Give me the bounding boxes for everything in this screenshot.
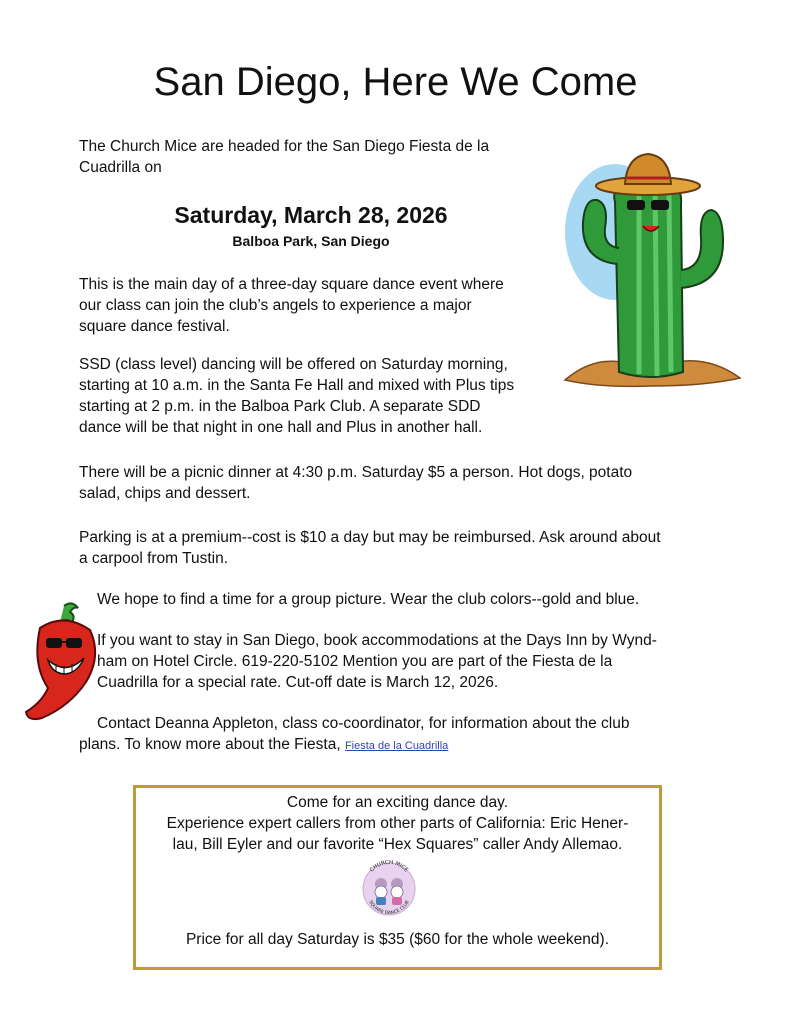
intro-line-2: Cuadrilla on (79, 159, 162, 176)
hotel-paragraph (97, 630, 737, 693)
contact-paragraph (79, 713, 759, 757)
contact-line-1: Contact Deanna Appleton, class co-coordinator, for information about the club (97, 715, 630, 732)
hotel-line-2: ham on Hotel Circle. 619-220-5102 Mention you are part of the Fiesta de la (97, 653, 613, 670)
box-line-1: Come for an exciting dance day. (286, 794, 509, 811)
hotel-line-3: Cuadrilla for a special rate. Cut-off date is March 12, 2026. (97, 674, 499, 691)
fiesta-link[interactable]: Fiesta de la Cuadrilla (344, 740, 449, 752)
box-line-3: lau, Bill Eyler and our favorite “Hex Squares” caller Andy Allemao. (172, 836, 623, 853)
main-day-line-3: square dance festival. (79, 318, 230, 335)
parking-line-2: a carpool from Tustin. (79, 550, 229, 567)
main-day-paragraph (79, 274, 549, 337)
contact-line-2 (79, 734, 759, 757)
logo-text-top: CHURCH MICE (368, 859, 410, 874)
parking-paragraph (79, 527, 759, 569)
pepper-stem (60, 603, 78, 622)
page-title: San Diego, Here We Come (153, 60, 638, 104)
ssd-line-2: starting at 10 a.m. in the Santa Fe Hall and mixed with Plus tips (79, 377, 515, 394)
church-mice-logo (359, 858, 419, 918)
cactus-with-sombrero-illustration (555, 142, 745, 392)
box-line-2: Experience expert callers from other parts of California: Eric Hener- (166, 815, 629, 832)
ssd-line-1: SSD (class level) dancing will be offered on Saturday morning, (79, 356, 508, 373)
ssd-line-4: dance will be that night in one hall and Plus in another hall. (79, 419, 483, 436)
main-day-line-1: This is the main day of a three-day square dance event where (79, 276, 504, 293)
ssd-line-3: starting at 2 p.m. in the Balboa Park Club. A separate SDD (79, 398, 481, 415)
parking-line-1: Parking is at a premium--cost is $10 a day but may be reimbursed. Ask around about (79, 529, 661, 546)
ssd-paragraph (79, 354, 559, 438)
intro-paragraph (79, 136, 539, 178)
intro-line-1: The Church Mice are headed for the San Diego Fiesta de la (79, 138, 490, 155)
picnic-paragraph (79, 462, 739, 504)
contact-line-2-text: plans. To know more about the Fiesta, (79, 736, 341, 753)
box-price: Price for all day Saturday is $35 ($60 for the whole weekend). (185, 931, 610, 948)
main-day-line-2: our class can join the club’s angels to experience a major (79, 297, 472, 314)
event-venue: Balboa Park, San Diego (232, 233, 390, 249)
cactus-right-arm (681, 210, 723, 288)
picture-paragraph (97, 589, 737, 610)
picnic-line-1: There will be a picnic dinner at 4:30 p.m. Saturday $5 a person. Hot dogs, potato (79, 464, 633, 481)
hotel-line-1: If you want to stay in San Diego, book accommodations at the Days Inn by Wynd- (97, 632, 657, 649)
logo-text-bottom: SQUARE DANCE CLUB (367, 899, 411, 917)
event-date: Saturday, March 28, 2026 (174, 202, 448, 228)
chili-pepper-illustration (20, 598, 100, 728)
picture-line-1: We hope to find a time for a group picture. Wear the club colors--gold and blue. (97, 591, 640, 608)
picnic-line-2: salad, chips and dessert. (79, 485, 251, 502)
